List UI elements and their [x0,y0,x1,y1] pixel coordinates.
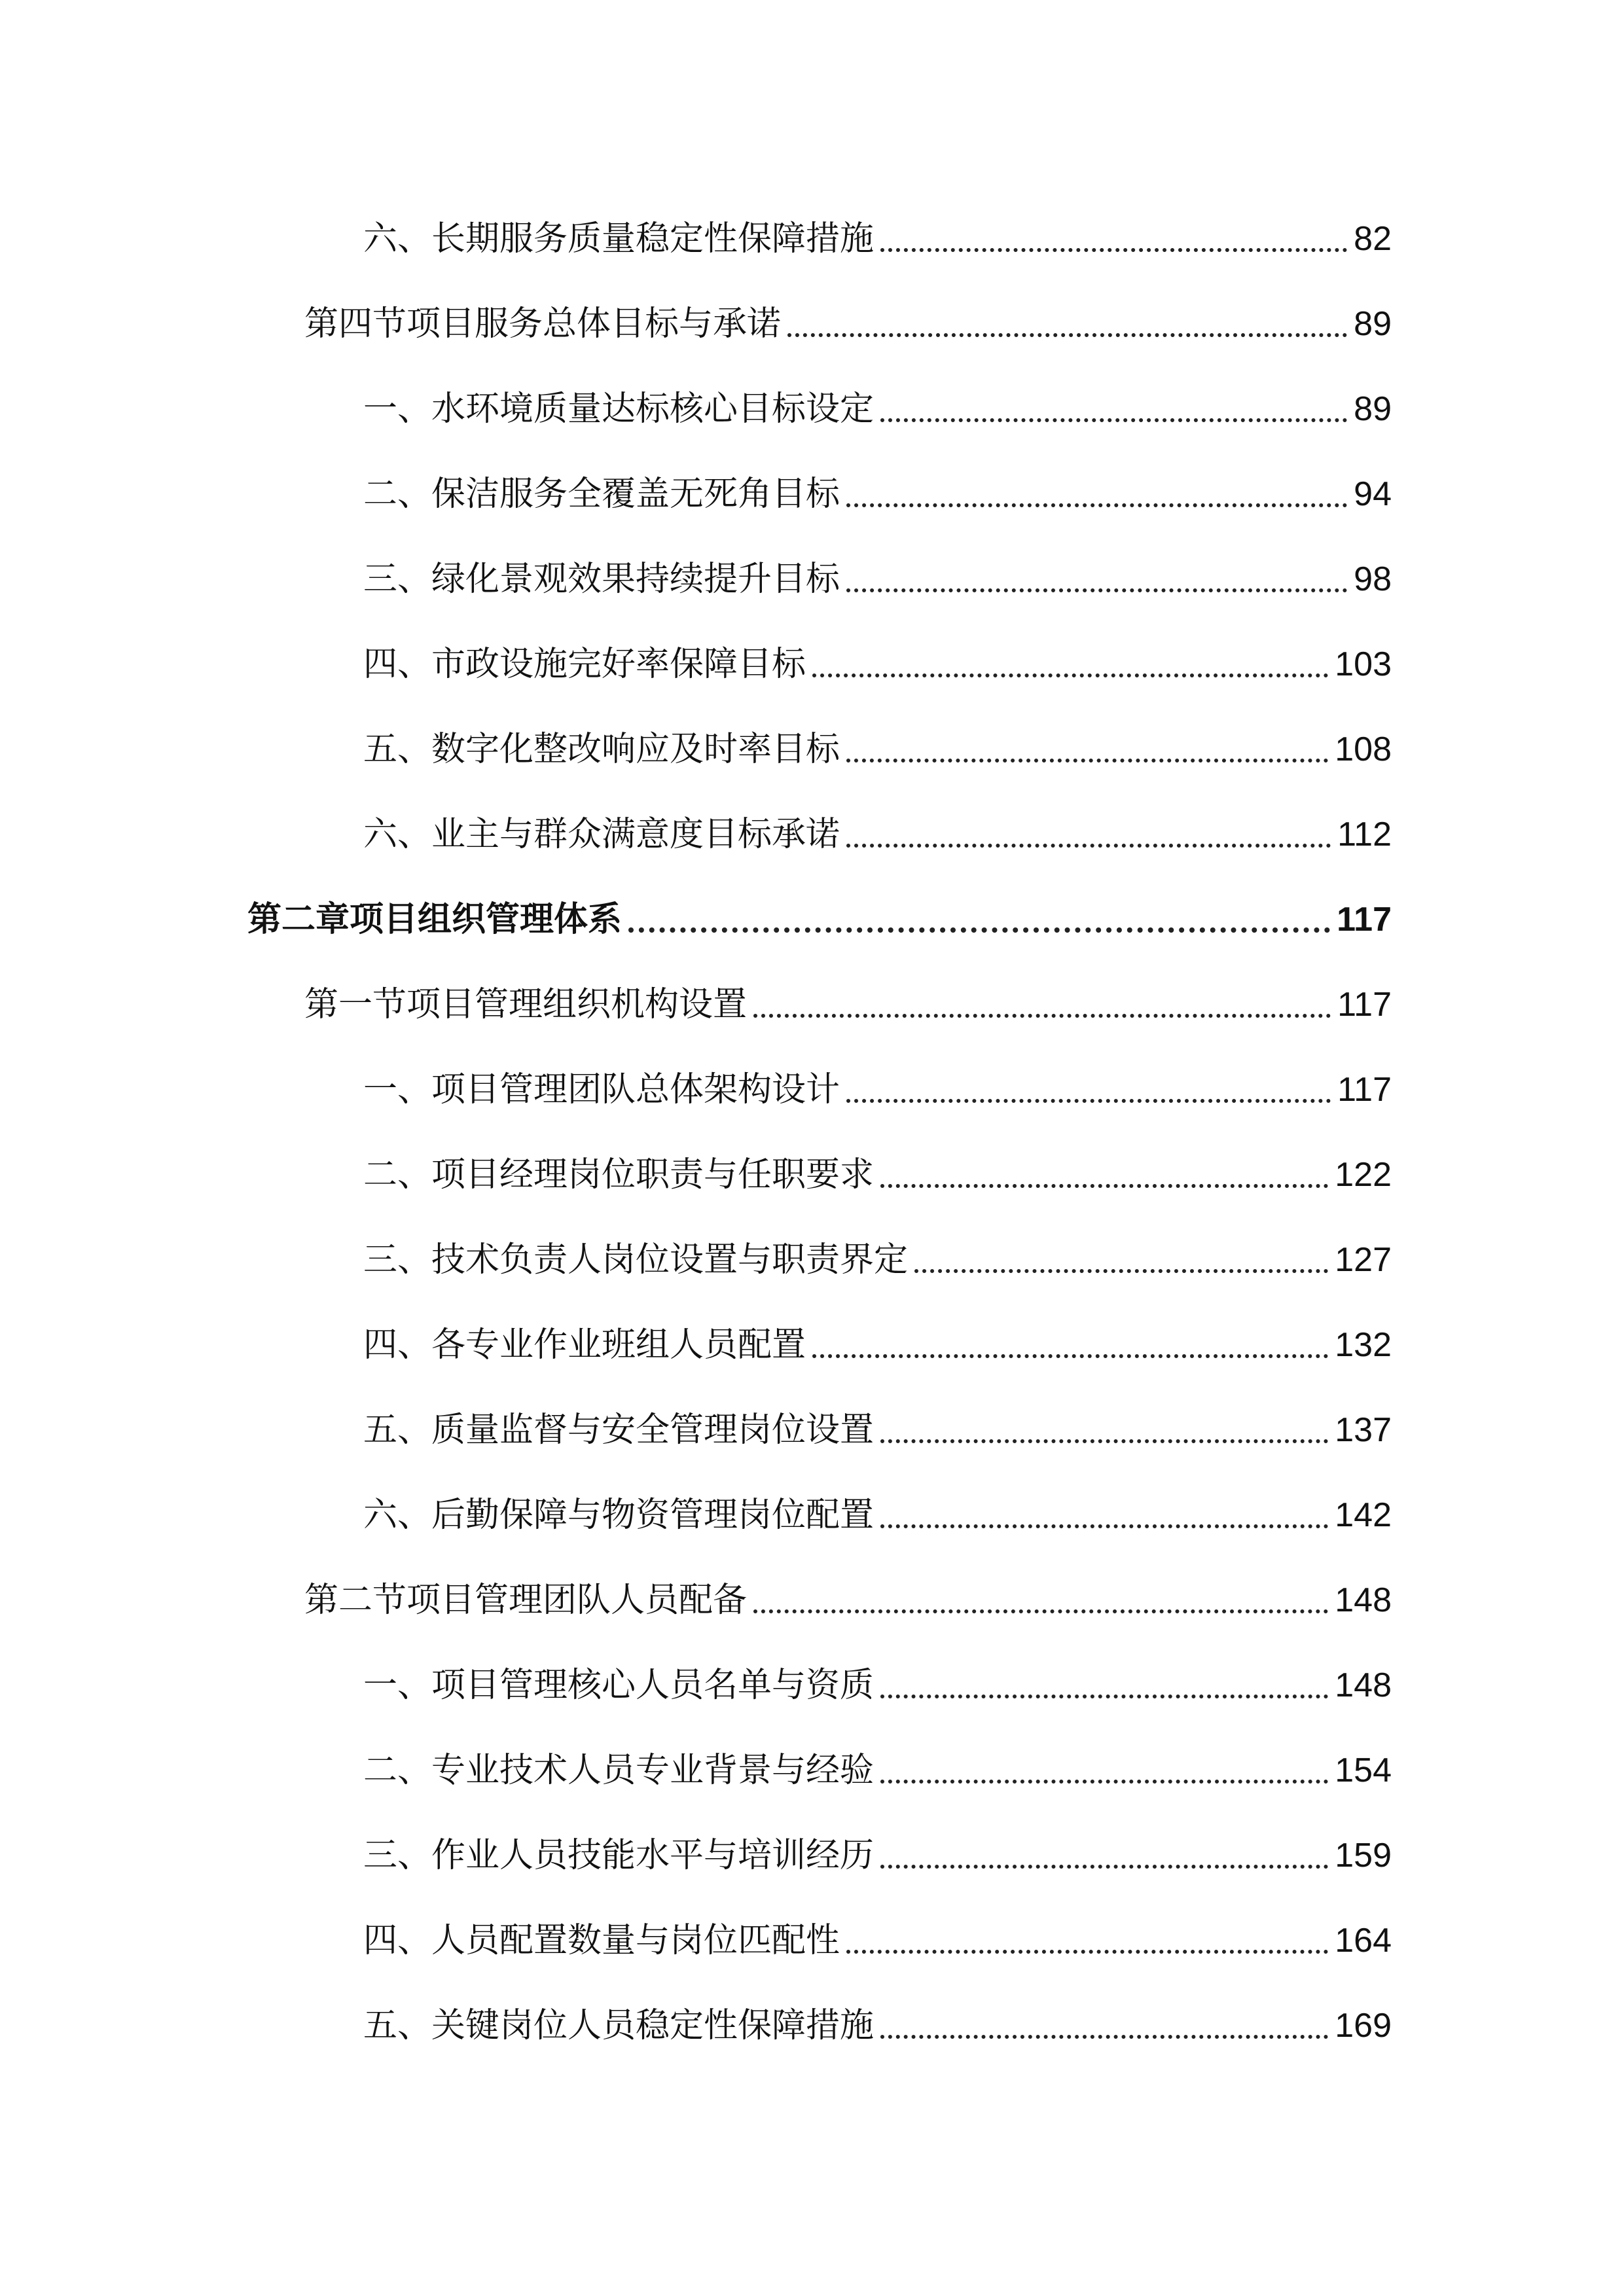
toc-entry-page: 148 [1335,1581,1392,1619]
toc-entry-page: 117 [1337,1071,1392,1109]
dot-leader [846,503,1347,507]
toc-entry-title: 第一节项目管理组织机构设置 [304,985,748,1024]
dot-leader [914,1269,1328,1273]
toc-entry[interactable] [363,638,1392,691]
toc-entry[interactable] [363,2000,1392,2052]
toc-entry-title: 五、关键岗位人员稳定性保障措施 [363,2006,875,2045]
dot-leader [880,1695,1328,1698]
dot-leader [880,1865,1328,1869]
toc-entry-page: 132 [1335,1326,1392,1364]
toc-entry-title: 第二节项目管理团队人员配备 [304,1581,748,1620]
dot-leader [846,759,1328,762]
toc-entry[interactable] [363,468,1392,520]
toc-entry[interactable] [363,1064,1392,1116]
toc-entry-page: 169 [1335,2007,1392,2045]
toc-entry[interactable] [304,298,1392,350]
toc-entry[interactable] [304,978,1392,1031]
toc-entry-page: 164 [1335,1922,1392,1960]
toc-entry-page: 89 [1354,305,1392,343]
dot-leader [846,1950,1328,1954]
toc-entry[interactable] [363,1489,1392,1541]
dot-leader [628,927,1330,933]
toc-entry-title: 二、项目经理岗位职责与任职要求 [363,1155,875,1194]
toc-entry-title: 第四节项目服务总体目标与承诺 [304,304,782,344]
dot-leader [880,1524,1328,1528]
toc-entry-page: 94 [1354,475,1392,513]
toc-entry-page: 117 [1337,986,1392,1024]
toc-entry[interactable] [363,1914,1392,1967]
toc-entry[interactable] [363,1149,1392,1201]
toc-entry-title: 六、长期服务质量稳定性保障措施 [363,219,875,259]
toc-entry[interactable] [363,553,1392,605]
toc-entry[interactable] [304,1574,1392,1626]
toc-entry-title: 一、项目管理团队总体架构设计 [363,1070,840,1109]
toc-entry-title: 二、专业技术人员专业背景与经验 [363,1751,875,1790]
toc-entry-title: 六、业主与群众满意度目标承诺 [363,815,840,854]
toc-entry[interactable] [363,1234,1392,1286]
toc-entry[interactable] [363,1829,1392,1882]
toc-entry[interactable] [363,383,1392,435]
dot-leader [880,418,1347,422]
toc-entry-title: 三、作业人员技能水平与培训经历 [363,1836,875,1875]
toc-entry-title: 三、绿化景观效果持续提升目标 [363,560,840,599]
dot-leader [846,844,1331,848]
toc-entry[interactable] [363,1404,1392,1456]
toc-entry-title: 一、水环境质量达标核心目标设定 [363,389,875,429]
toc-entry-page: 103 [1335,645,1392,683]
toc-entry-page: 154 [1335,1751,1392,1789]
toc-entry-page: 112 [1337,816,1392,853]
dot-leader [846,1099,1331,1103]
toc-entry-page: 89 [1354,390,1392,428]
dot-leader [880,2035,1328,2039]
dot-leader [846,588,1347,592]
toc-entry-page: 137 [1335,1411,1392,1449]
toc-entry-title: 四、各专业作业班组人员配置 [363,1325,806,1365]
toc-entry-page: 148 [1335,1666,1392,1704]
toc-entry[interactable] [363,808,1392,861]
toc-entry-title: 六、后勤保障与物资管理岗位配置 [363,1496,875,1535]
toc-entry-title: 五、数字化整改响应及时率目标 [363,730,840,769]
toc-chapter-entry[interactable] [247,893,1392,946]
toc-entry-page: 117 [1337,901,1392,939]
toc-entry-title: 一、项目管理核心人员名单与资质 [363,1666,875,1705]
toc-entry[interactable] [363,1659,1392,1712]
dot-leader [880,1439,1328,1443]
toc-entry-title: 第二章项目组织管理体系 [247,900,623,939]
toc-entry-title: 三、技术负责人岗位设置与职责界定 [363,1240,909,1280]
toc-entry-title: 二、保洁服务全覆盖无死角目标 [363,475,840,514]
dot-leader [787,333,1347,337]
dot-leader [880,248,1347,252]
toc-entry-page: 122 [1335,1156,1392,1194]
toc-entry-title: 五、质量监督与安全管理岗位设置 [363,1410,875,1450]
toc-entry[interactable] [363,1744,1392,1797]
dot-leader [880,1780,1328,1784]
toc-entry[interactable] [363,723,1392,776]
dot-leader [753,1609,1328,1613]
toc-entry-title: 四、人员配置数量与岗位匹配性 [363,1921,840,1960]
toc-entry-page: 159 [1335,1837,1392,1874]
toc-entry[interactable] [363,213,1392,265]
toc-entry-page: 108 [1335,730,1392,768]
dot-leader [880,1184,1328,1188]
toc-entry-page: 127 [1335,1241,1392,1279]
toc-entry-title: 四、市政设施完好率保障目标 [363,645,806,684]
dot-leader [753,1014,1331,1018]
dot-leader [812,1354,1328,1358]
dot-leader [812,673,1328,677]
toc-entry-page: 142 [1335,1496,1392,1534]
toc-entry-page: 82 [1354,220,1392,258]
toc-entry-page: 98 [1354,560,1392,598]
toc-entry[interactable] [363,1319,1392,1371]
